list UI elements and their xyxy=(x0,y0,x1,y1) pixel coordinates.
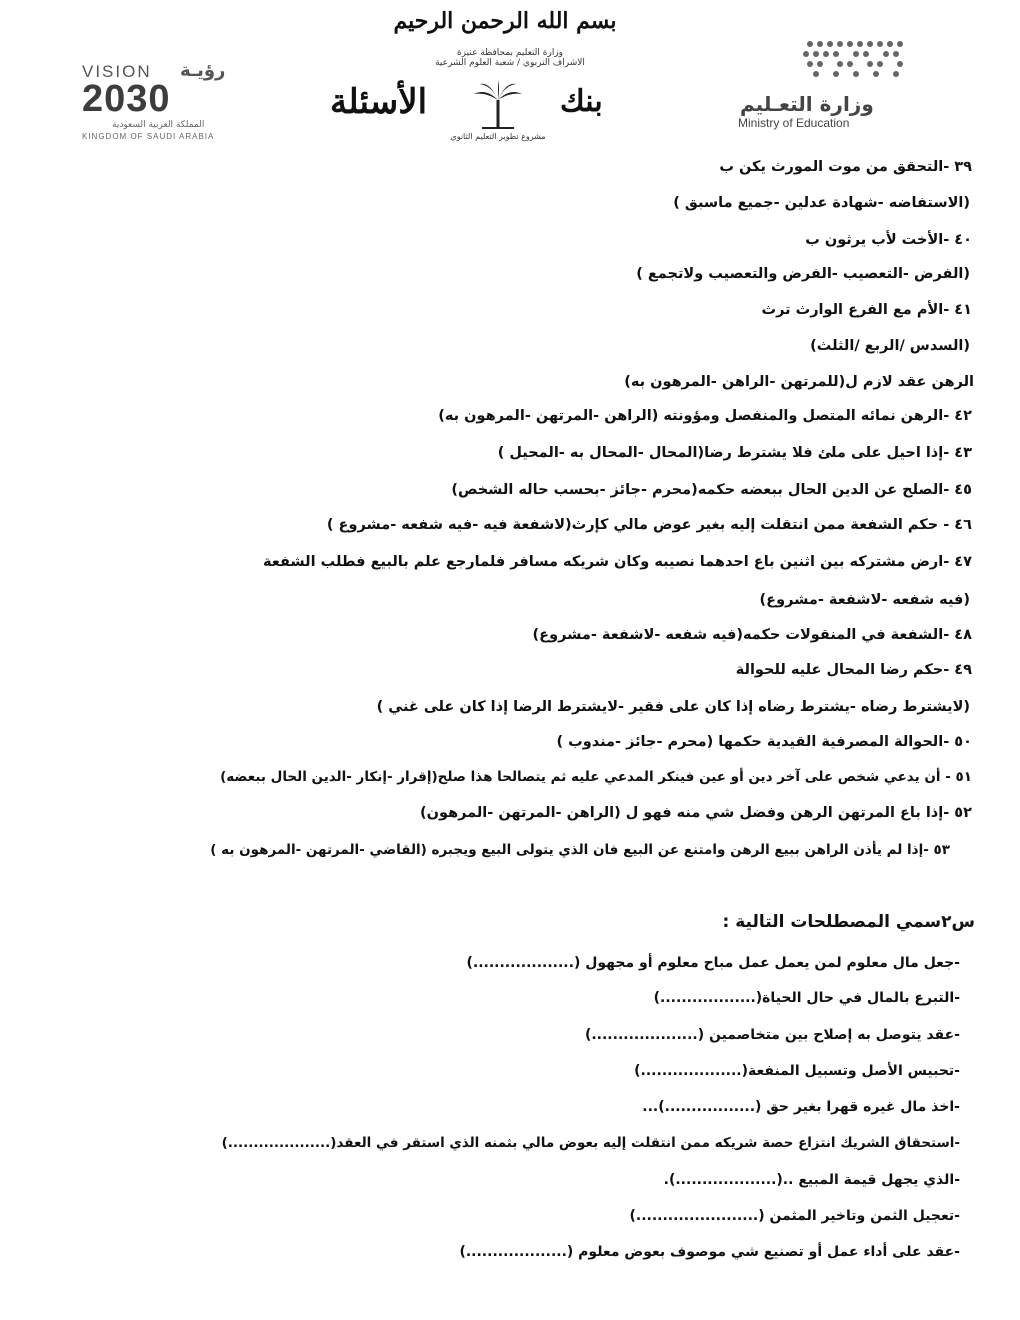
question-line: ٤٦ - حكم الشفعة ممن انتقلت إليه بغير عوض مالي كإرث(لاشفعة فيه -فيه شفعه -مشروع ) xyxy=(326,517,972,533)
question-line: ٥٢ -إذا باع المرتهن الرهن وفضل شي منه فهو ل (الراهن -المرتهن -المرهون) xyxy=(419,805,972,821)
question-line: (السدس /الربع /الثلث) xyxy=(810,338,970,354)
vision-year: 2030 xyxy=(82,78,171,120)
question-line: (الاستفاضه -شهادة عدلين -جميع ماسبق ) xyxy=(673,195,970,211)
term-line: -التبرع بالمال في حال الحياة(..................) xyxy=(653,990,960,1006)
question-bank-logo xyxy=(330,78,650,148)
vision-2030-logo xyxy=(82,62,242,142)
ministry-name-arabic: وزارة التعـليم xyxy=(740,92,874,116)
vision-arabic: رؤيـة xyxy=(180,60,226,81)
ministry-dots-icon xyxy=(800,38,910,80)
subhead-line-2: الاشراف التربوي / شعبة العلوم الشرعية xyxy=(435,58,585,68)
question-line: ٤٨ -الشفعة في المنقولات حكمه(فيه شفعه -لاشفعة -مشروع) xyxy=(532,627,972,643)
subhead-line-1: وزارة التعليم بمحافظة عنيزة xyxy=(456,48,564,58)
ministry-of-education-logo xyxy=(730,38,910,138)
questions-word: الأسئلة xyxy=(330,82,428,122)
question-line: ٤٧ -ارض مشتركه بين اثنين باع احدهما نصيبه وكان شريكه مسافر فلمارجع علم بالبيع فطلب الشفعة xyxy=(263,554,972,570)
question-line: ٥٠ -الحوالة المصرفية القيدية حكمها (محرم -جائز -مندوب ) xyxy=(556,734,972,750)
question-line: ٤٥ -الصلح عن الدين الحال ببعضه حكمه(محرم -جائز -بحسب حاله الشخص) xyxy=(451,482,972,498)
vision-subtitle-arabic: المملكة العربية السعودية xyxy=(112,120,205,130)
term-line: -استحقاق الشريك انتزاع حصة شريكه ممن انتقلت إليه بعوض مالي بثمنه الذي استقر في العقد(....................) xyxy=(221,1135,960,1151)
question-line: ٤٩ -حكم رضا المحال عليه للحوالة xyxy=(735,662,972,678)
project-caption: مشروع تطوير التعليم الثانوي xyxy=(450,132,546,141)
question-line: (الفرض -التعصيب -الفرض والتعصيب ولاتجمع ) xyxy=(636,266,970,282)
term-line: -الذي يجهل قيمة المبيع ..(...................). xyxy=(663,1172,960,1188)
term-line: -عقد يتوصل به إصلاح بين متخاصمين (....................) xyxy=(584,1027,960,1043)
palm-tree-icon xyxy=(468,78,528,130)
question-line: ٤١ -الأم مع الفرع الوارث ترث xyxy=(761,302,972,318)
question-line: ٤٣ -إذا احيل على ملئ فلا يشترط رضا(المحال -المحال به -المحيل ) xyxy=(497,445,972,461)
vision-subtitle-english: KINGDOM OF SAUDI ARABIA xyxy=(82,132,215,141)
header-subtitle xyxy=(395,48,625,68)
question-line: (لايشترط رضاه -يشترط رضاه إذا كان على فقير -لايشترط الرضا إذا كان على غني ) xyxy=(376,699,970,715)
section-2-title: س٢سمي المصطلحات التالية : xyxy=(722,912,975,932)
term-line: -تحبيس الأصل وتسبيل المنفعة(...................) xyxy=(634,1063,960,1079)
ministry-name-english: Ministry of Education xyxy=(738,116,850,130)
vision-word: VISION xyxy=(82,62,152,81)
question-line: ٥١ - أن يدعي شخص على آخر دين أو عين فينكر المدعي عليه ثم يتصالحا هذا صلح(إقرار -إنكار -الدين الحال ببعضه) xyxy=(220,769,972,785)
question-line: ٥٣ -إذا لم يأذن الراهن ببيع الرهن وامتنع عن البيع فان الذي يتولى البيع ويجبره (القاضي -المرتهن -المرهون به ) xyxy=(210,842,950,858)
question-line: ٣٩ -التحقق من موت المورث يكن ب xyxy=(719,159,972,175)
bank-word: بنك xyxy=(560,84,603,119)
question-line: ٤٢ -الرهن نمائه المتصل والمنفصل ومؤونته (الراهن -المرتهن -المرهون به) xyxy=(438,408,972,424)
term-line: -تعجيل الثمن وتاخير المثمن (.......................) xyxy=(629,1208,960,1224)
question-line: ٤٠ -الأخت لأب يرثون ب xyxy=(805,232,972,248)
question-line: الرهن عقد لازم ل(للمرتهن -الراهن -المرهون به) xyxy=(624,374,974,390)
term-line: -جعل مال معلوم لمن يعمل عمل مباح معلوم أو مجهول (...................) xyxy=(466,955,960,971)
term-line: -اخذ مال غيره قهرا بغير حق (.................)... xyxy=(642,1099,960,1115)
term-line: -عقد على أداء عمل أو تصنيع شي موصوف بعوض معلوم (...................) xyxy=(459,1244,960,1260)
basmala-calligraphy: بسم الله الرحمن الرحيم xyxy=(393,8,617,34)
question-line: (فيه شفعه -لاشفعة -مشروع) xyxy=(759,592,970,608)
